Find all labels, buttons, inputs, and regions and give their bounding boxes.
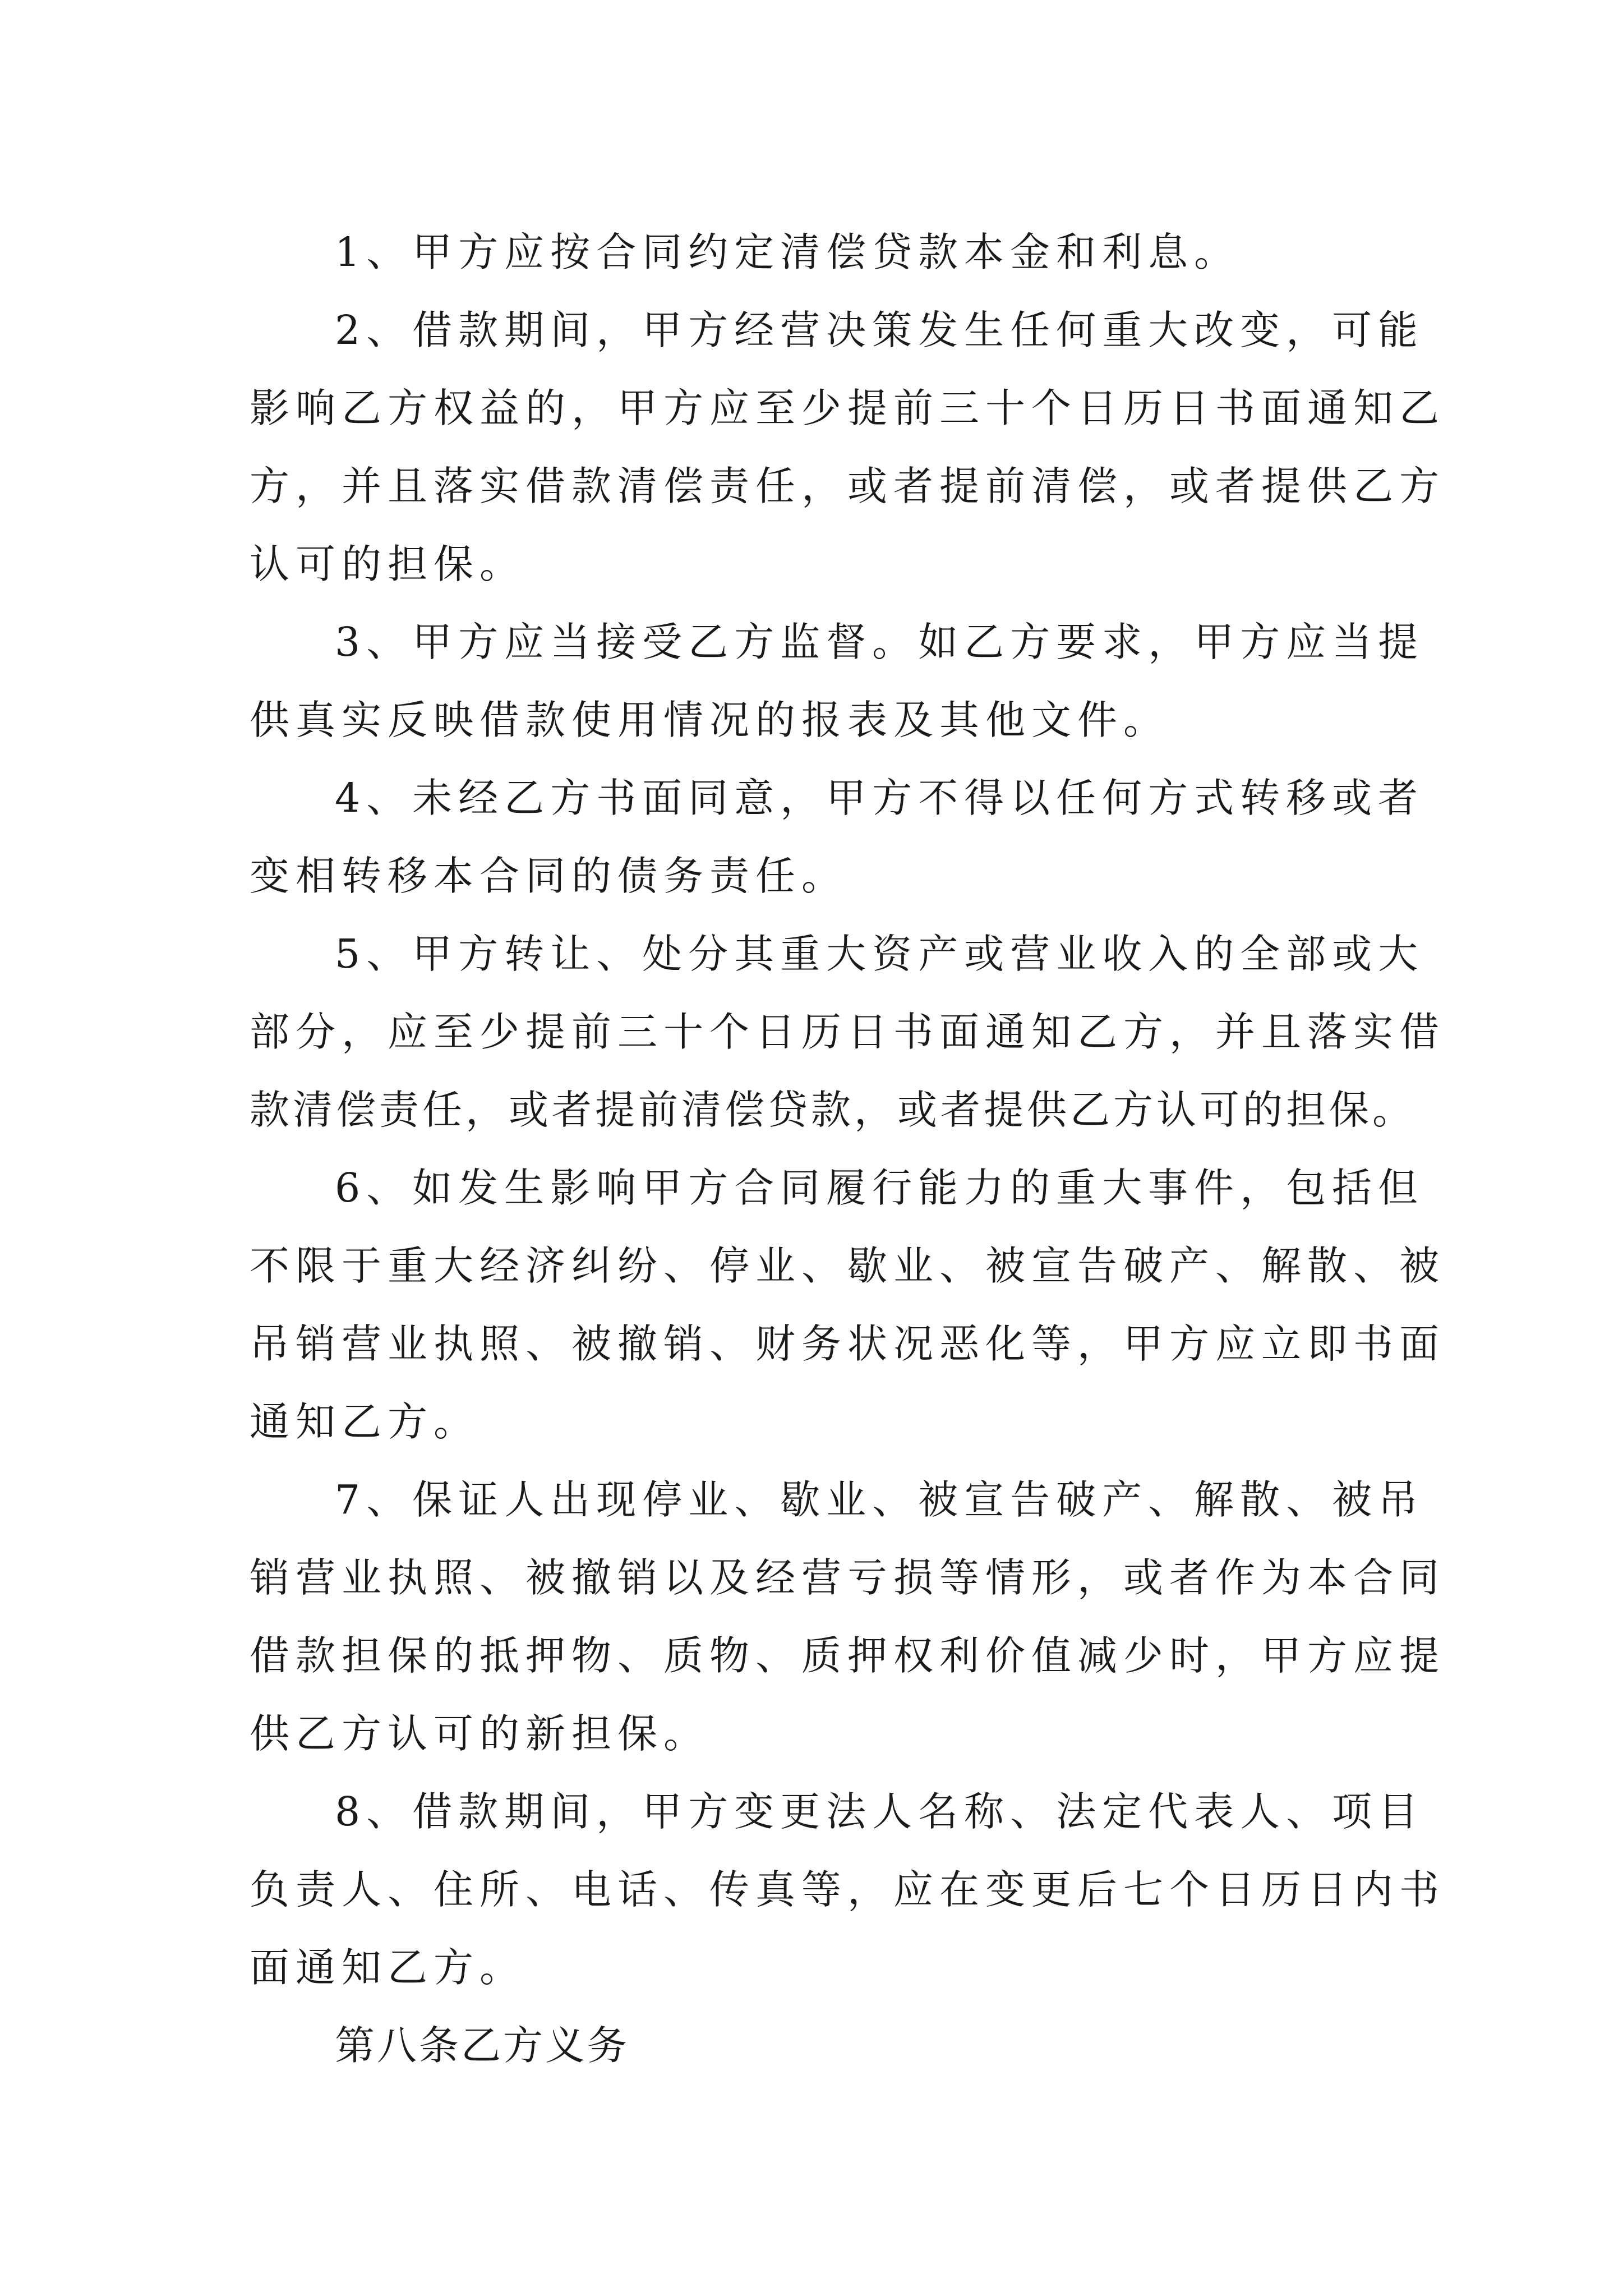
section-heading: 第八条乙方义务 [335,2022,630,2069]
text-line: 1、甲方应按合同约定清偿贷款本金和利息。 [335,229,1241,275]
text-line: 8、借款期间，甲方变更法人名称、法定代表人、项目 [335,1788,1424,1835]
text-line: 部分，应至少提前三十个日历日书面通知乙方，并且落实借 [250,1009,1446,1055]
text-line: 面通知乙方。 [250,1944,526,1991]
text-line: 3、甲方应当接受乙方监督。如乙方要求，甲方应当提 [335,619,1424,665]
clause-5 [250,915,1446,1149]
text-line: 7、保证人出现停业、歇业、被宣告破产、解散、被吊 [335,1476,1424,1523]
text-line: 6、如发生影响甲方合同履行能力的重大事件，包括但 [335,1165,1424,1211]
text-line: 方，并且落实借款清偿责任，或者提前清偿，或者提供乙方 [250,463,1446,509]
text-line: 变相转移本合同的债务责任。 [250,853,848,899]
text-line: 认可的担保。 [250,541,526,587]
text-line: 不限于重大经济纠纷、停业、歇业、被宣告破产、解散、被 [250,1243,1446,1289]
clause-4 [250,759,1424,915]
text-line: 销营业执照、被撤销以及经营亏损等情形，或者作为本合同 [250,1554,1446,1601]
clause-3 [250,603,1424,759]
text-line: 借款担保的抵押物、质物、质押权利价值减少时，甲方应提 [250,1632,1446,1679]
text-line: 吊销营业执照、被撤销、财务状况恶化等，甲方应立即书面 [250,1320,1446,1367]
text-line: 供乙方认可的新担保。 [250,1710,710,1757]
clause-2 [250,291,1446,603]
text-line: 影响乙方权益的，甲方应至少提前三十个日历日书面通知乙 [250,385,1446,431]
text-line: 2、借款期间，甲方经营决策发生任何重大改变，可能 [335,307,1424,353]
text-line: 5、甲方转让、处分其重大资产或营业收入的全部或大 [335,931,1424,977]
text-line: 4、未经乙方书面同意，甲方不得以任何方式转移或者 [335,775,1424,821]
text-line: 供真实反映借款使用情况的报表及其他文件。 [250,697,1170,743]
text-line: 款清偿责任，或者提前清偿贷款，或者提供乙方认可的担保。 [250,1087,1416,1133]
text-line: 通知乙方。 [250,1398,480,1445]
clause-8 [250,1773,1446,2007]
clause-6 [250,1149,1446,1461]
document-page [250,213,1446,2085]
clause-1 [250,213,1374,291]
text-line: 负责人、住所、电话、传真等，应在变更后七个日历日内书 [250,1866,1446,1913]
clause-7 [250,1461,1446,1773]
